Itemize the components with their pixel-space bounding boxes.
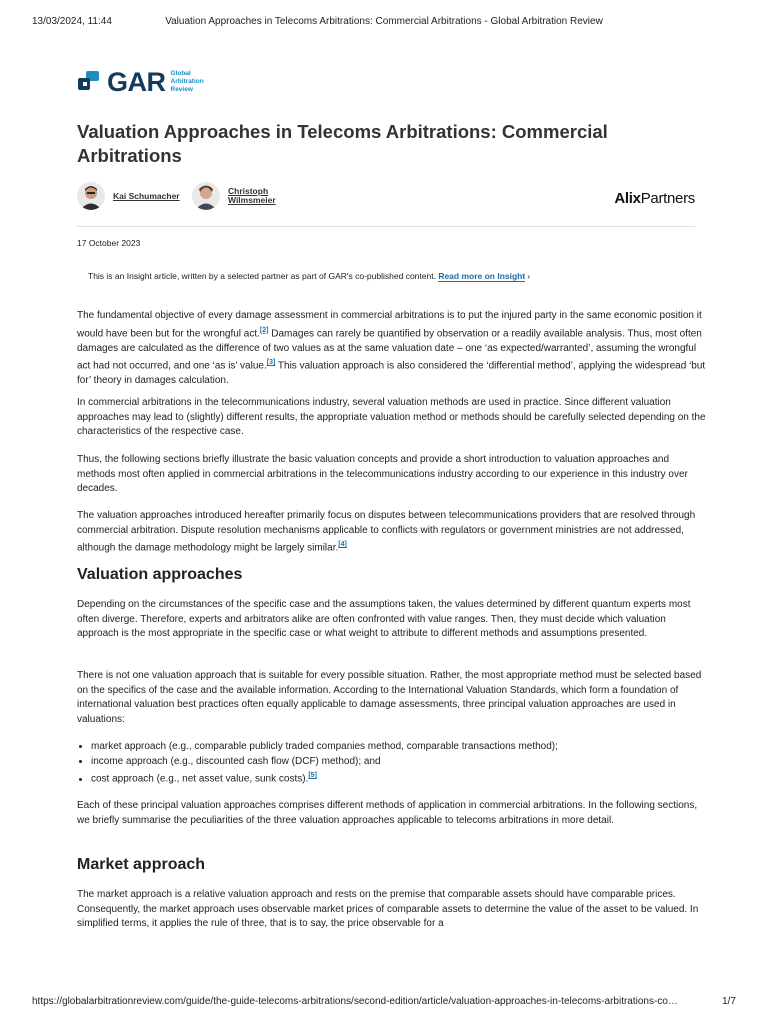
gar-subtitle-line: Review xyxy=(170,86,193,93)
footnote-link[interactable]: [5] xyxy=(308,772,317,780)
sponsor-name-part: Partners xyxy=(640,190,695,207)
avatar-icon xyxy=(77,182,105,210)
read-more-insight-link[interactable]: Read more on Insight xyxy=(438,271,526,281)
gar-subtitle-line: Arbitration xyxy=(170,78,204,85)
gar-subtitle-line: Global xyxy=(170,70,191,77)
author-christoph-wilmsmeier[interactable] xyxy=(192,182,276,210)
footnote-link[interactable]: [3] xyxy=(266,359,276,367)
author-kai-schumacher[interactable] xyxy=(77,182,180,210)
print-title: Valuation Approaches in Telecoms Arbitrations: Commercial Arbitrations - Global Arbitration Review xyxy=(165,16,603,27)
author-name-line: Christoph xyxy=(228,186,269,196)
chevron-right-icon: › xyxy=(527,271,531,281)
section-heading-market-approach: Market approach xyxy=(77,856,206,873)
sponsor-logo-alixpartners[interactable] xyxy=(614,190,695,207)
list-item: • income approach (e.g., discounted cash flow (DCF) method); and xyxy=(91,755,721,770)
paragraph-text: Damages can rarely be quantified by observation or a readily available analysis. Thus, most often damages are calculated as the difference of two values as at the same valuation date – one ‘as expected/warranted’, assuming the wrongful act had not occurred, and one ‘as is’ value. xyxy=(77,327,702,372)
sponsor-name-part: Alix xyxy=(614,190,641,207)
list-item: • market approach (e.g., comparable publicly traded companies method, comparable transactions method); xyxy=(91,740,721,755)
gar-logo-icon xyxy=(77,70,101,94)
print-url: https://globalarbitrationreview.com/guide/the-guide-telecoms-arbitrations/second-edition/article/valuation-approaches-in-telecoms-arbitrations-co… xyxy=(32,996,678,1007)
author-name-link[interactable] xyxy=(228,187,276,205)
paragraph: In commercial arbitrations in the telecommunications industry, several valuation methods are used in practice. Since different valuation approaches may lead to (slightly) different results, the appropriate valuation method or methods should be carefully selected depending on the characteristics of the respective case. xyxy=(77,397,706,438)
valuation-approaches-list xyxy=(77,740,721,787)
paragraph xyxy=(77,509,707,556)
author-bar xyxy=(77,182,695,212)
article-title: Valuation Approaches in Telecoms Arbitrations: Commercial Arbitrations xyxy=(77,121,608,166)
author-name-link[interactable] xyxy=(113,192,180,201)
paragraph: The market approach is a relative valuation approach and rests on the premise that comparable assets should have comparable prices. Consequently, the market approach uses observable market prices of comparable assets to determine the value of the asset to be valued. In simplified terms, it applies the rule of three, that is to say, the price observable for a xyxy=(77,889,699,930)
paragraph xyxy=(77,309,707,389)
publication-date: 17 October 2023 xyxy=(77,238,141,248)
gar-logo[interactable] xyxy=(77,68,204,96)
paragraph: Depending on the circumstances of the specific case and the assumptions taken, the values determined by different quantum experts most often diverge. Therefore, experts and arbitrators alike are often confronted with value ranges. Then, they must decide which valuation approach is the most appropriate in the specific case or what weight to attribute to different methods and assumptions presented. xyxy=(77,599,691,640)
gar-wordmark: GAR xyxy=(107,67,166,97)
paragraph-text: This valuation approach is also considered the ‘differential method’, applying the widespread ‘but for’ theory in damages calculation. xyxy=(77,360,706,387)
section-heading-valuation-approaches: Valuation approaches xyxy=(77,566,243,583)
author-name-line: Kai Schumacher xyxy=(113,190,180,201)
paragraph: Each of these principal valuation approaches comprises different methods of application in commercial arbitrations. In the following sections, we briefly summarise the peculiarities of the three valuation approaches applicable to telecoms arbitrations in more detail. xyxy=(77,800,698,826)
print-footer xyxy=(0,996,768,1010)
paragraph-text: The valuation approaches introduced hereafter primarily focus on disputes between telecommunications providers that are resolved through commercial arbitration. Dispute resolution mechanisms applicable to conflicts with regulators or government ministries are not addressed, although the damage methodology might be largely similar. xyxy=(77,510,696,554)
list-item-text: cost approach (e.g., net asset value, sunk costs). xyxy=(91,773,309,785)
avatar xyxy=(192,182,220,210)
avatar xyxy=(77,182,105,210)
avatar-icon xyxy=(192,182,220,210)
author-name-line: Wilmsmeier xyxy=(228,195,276,205)
page-number: 1/7 xyxy=(722,996,736,1007)
print-datetime: 13/03/2024, 11:44 xyxy=(32,16,112,27)
divider xyxy=(77,226,695,227)
footnote-link[interactable]: [4] xyxy=(338,541,347,549)
gar-subtitle xyxy=(171,70,204,94)
paragraph: There is not one valuation approach that is suitable for every possible situation. Rather, the most appropriate method must be selected based on the specifics of the case and the available information. According to the International Valuation Standards, which form a foundation of international valuation best practices often equally applicable to damage assessments, three principal valuation approaches are used in valuations: xyxy=(77,670,702,725)
paragraph-text: The fundamental objective of every damage assessment in commercial arbitrations is to put the injured party in the same economic position it would have been but for the wrongful act. xyxy=(77,310,702,339)
insight-notice xyxy=(88,271,530,281)
paragraph: Thus, the following sections briefly illustrate the basic valuation concepts and provide a short introduction to valuation approaches and methods most often applied in commercial arbitrations in the telecommunications industry according to our experience in this industry over decades. xyxy=(77,454,688,495)
list-item xyxy=(91,769,721,787)
insight-notice-text: This is an Insight article, written by a selected partner as part of GAR's co-published content. xyxy=(88,271,436,281)
footnote-link[interactable]: [2] xyxy=(259,326,269,334)
print-header xyxy=(0,16,768,30)
